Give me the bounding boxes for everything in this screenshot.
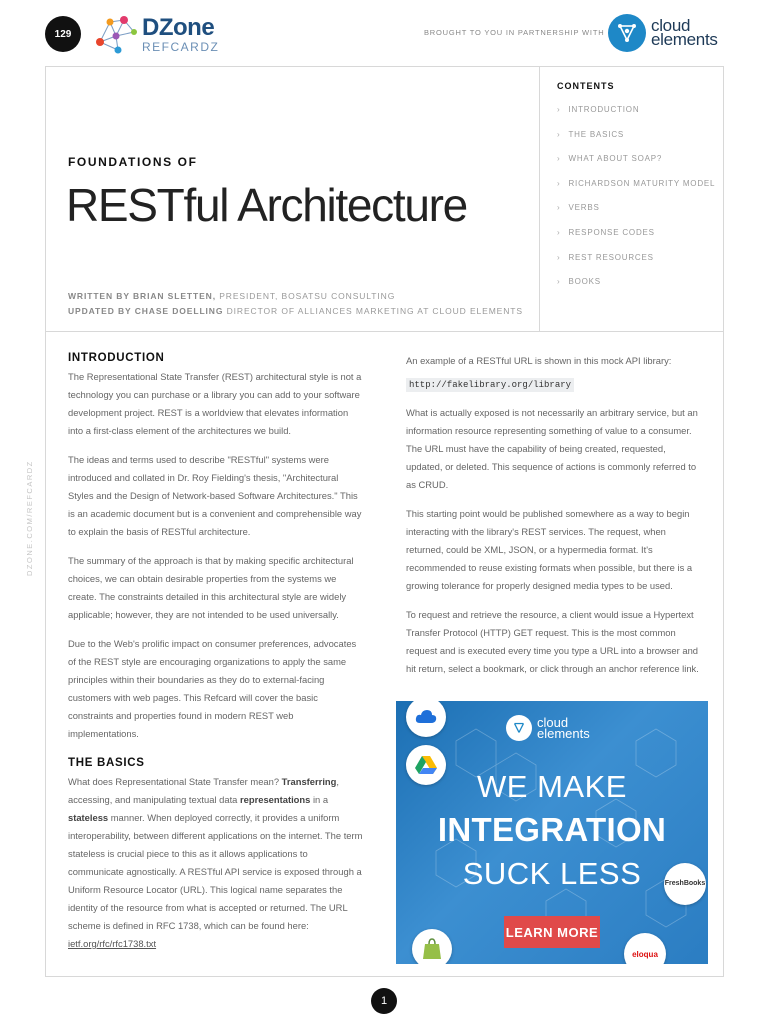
basics-paragraph [68,773,364,953]
chevron-right-icon: › [557,203,561,213]
rfc-1738-link[interactable]: ietf.org/rfc/rfc1738.txt [68,938,157,949]
ad-logo-line1: cloud [537,715,569,730]
ad-logo-line2: elements [537,726,590,741]
eloqua-label: eloqua [632,949,658,959]
intro-paragraph-1: The Representational State Transfer (REST) architectural style is not a technology you can purchase or a library you can add to your software development project. REST is a worldview that elevates information into a first-class element of the architectures we build. [68,371,362,436]
toc-divider [539,66,540,332]
toc-item-what-about-soap[interactable] [557,154,715,179]
dzone-brand-name: DZone [142,13,215,41]
title-kicker: FOUNDATIONS OF [68,155,198,169]
basics-bold-term: Transferring [281,776,337,787]
toc-item-label: INTRODUCTION [568,105,640,114]
toc-item-label: RESPONSE CODES [568,227,655,237]
cloud-elements-advertisement[interactable] [396,701,708,964]
right-column [406,352,702,689]
dzone-network-icon [94,14,138,54]
left-column [68,352,364,964]
updater-role: DIRECTOR OF ALLIANCES MARKETING AT CLOUD ELEMENTS [223,306,523,316]
section-heading-introduction: INTRODUCTION [68,352,165,364]
right-paragraph-2: What is actually exposed is not necessarily an arbitrary service, but an information resource representing something of value to a consumer. The URL must have the capability of being created, requested, updated, or deleted. This sequence of actions is commonly referred to as CRUD. [406,407,698,490]
toc-title: CONTENTS [557,81,615,91]
page-title: RESTful Architecture [66,179,467,231]
basics-text: manner. When deployed correctly, it provides a uniform interoperability, between different applications on the internet. The term stateless is crucial piece to this as it allows applications to communicate agnostically. A RESTful API service is exposed through a Uniform Resource Locator (URL). This logical name separates the identity of the resource from what is accepted or returned. The URL scheme is defined in RFC 1738, which can be found here: [68,812,363,931]
code-url-example: http://fakelibrary.org/library [406,378,574,392]
right-paragraph-1: An example of a RESTful URL is shown in this mock API library: [406,355,672,366]
intro-paragraph-2: The ideas and terms used to describe "RESTful" systems were introduced and collated in Dr. Roy Fielding's thesis, "Architectural Styles and the Design of Network-based Software Architectures." This is an academic document but is a convenient and comprehensible way to explain the basis of RESTful architecture. [68,454,362,537]
shopify-icon [412,929,452,964]
toc-item-label: RICHARDSON MATURITY MODEL [568,178,716,188]
right-paragraph-4: To request and retrieve the resource, a client would issue a Hypertext Transfer Protocol (HTTP) GET request. This is the most common request and is executed every time you type a URL into a browser and hit return, select a bookmark, or click through an anchor reference link. [406,609,699,674]
updater-name: UPDATED BY CHASE DOELLING [68,306,224,316]
learn-more-button[interactable]: LEARN MORE [504,916,600,948]
dzone-brand-sub: REFCARDZ [142,39,220,54]
author-credit [68,291,395,301]
toc-item-verbs[interactable] [557,203,715,228]
toc-item-the-basics[interactable] [557,130,715,155]
chevron-right-icon: › [557,178,561,188]
basics-text: , accessing, and manipulating textual data [68,776,339,805]
toc-item-label: REST RESOURCES [568,252,654,262]
chevron-right-icon: › [557,227,561,237]
ad-cloud-elements-logo [506,715,590,741]
page-number: 1 [371,988,397,1014]
freshbooks-label: FreshBooks [664,880,706,887]
right-paragraph-3: This starting point would be published somewhere as a way to begin interacting with the library's REST services. The request, when returned, could be XML, JSON, or a hypermedia format. It's recommended to reuse existing formats when possible, but there is a growing tolerance for properly designed media types to be used. [406,508,693,591]
basics-text: in a [310,794,329,805]
code-example-line [406,372,702,392]
toc-item-label: BOOKS [568,277,601,287]
toc-item-books[interactable] [557,277,715,302]
updater-credit [68,306,523,316]
issue-number-badge: 129 [45,16,81,52]
ad-headline-line2: INTEGRATION [437,811,667,848]
toc-item-introduction[interactable] [557,105,715,130]
chevron-right-icon: › [557,154,561,164]
toc-item-response-codes[interactable] [557,228,715,253]
toc-item-label: WHAT ABOUT SOAP? [568,154,663,164]
toc-item-label: VERBS [568,203,600,213]
partnership-text: BROUGHT TO YOU IN PARTNERSHIP WITH [424,28,605,37]
chevron-right-icon: › [557,105,561,114]
dzone-logo[interactable] [94,14,219,54]
intro-paragraph-3: The summary of the approach is that by making specific architectural choices, we can obtain desirable properties from the systems we create. The constraints detailed in this architectural style are widely applicable; however, they are not intended to be used universally. [68,555,354,620]
toc-item-label: THE BASICS [568,129,625,139]
cloud-elements-icon [608,14,646,52]
intro-paragraph-4: Due to the Web's prolific impact on consumer preferences, advocates of the REST style are encouraging organizations to apply the same principles within their boundaries as they do to external-facing customers with web pages. This Refcard will cover the basic constraints and properties found in modern REST web implementations. [68,638,357,739]
toc-list [557,105,715,302]
author-role: PRESIDENT, BOSATSU CONSULTING [215,291,396,301]
author-name: WRITTEN BY BRIAN SLETTEN, [68,291,216,301]
toc-item-richardson-maturity-model[interactable] [557,179,715,204]
ad-headline-line1: WE MAKE [477,769,627,804]
basics-bold-term: stateless [68,812,109,823]
toc-item-rest-resources[interactable] [557,253,715,278]
chevron-right-icon: › [557,129,561,139]
cloud-elements-line2: elements [651,30,718,49]
basics-bold-term: representations [240,794,311,805]
side-url-label: DZONE.COM/REFCARDZ [25,460,34,576]
cloud-elements-line1: cloud [651,16,691,35]
section-heading-the-basics: THE BASICS [68,757,145,769]
ad-cloud-elements-icon [506,715,532,741]
chevron-right-icon: › [557,277,561,287]
basics-text: What does Representational State Transfer mean? [68,776,282,787]
chevron-right-icon: › [557,252,561,262]
ad-headline-line3: SUCK LESS [462,856,642,891]
cloud-elements-logo[interactable] [608,14,718,52]
